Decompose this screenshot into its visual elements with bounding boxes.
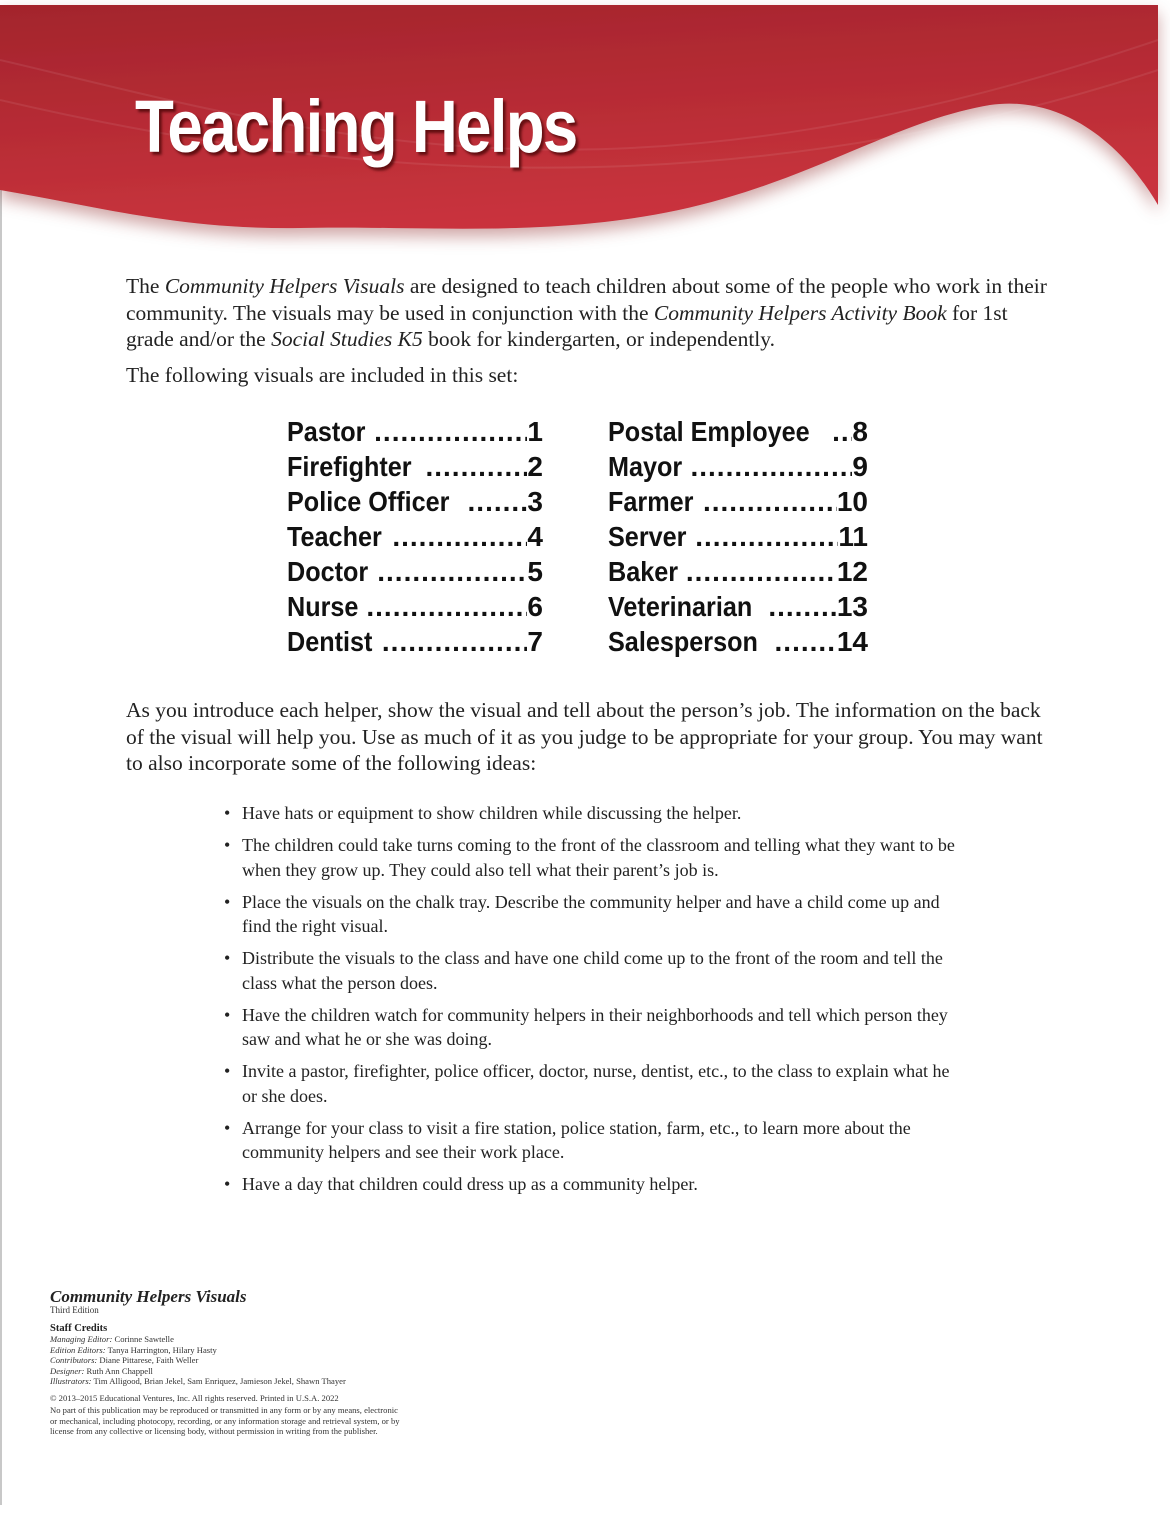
visual-name: Server bbox=[608, 521, 687, 552]
dot-leader bbox=[775, 624, 837, 659]
idea-item bbox=[222, 1059, 962, 1108]
visual-name: Dentist bbox=[287, 626, 373, 657]
visual-name: Salesperson bbox=[608, 626, 758, 657]
visual-number: 11 bbox=[838, 521, 868, 552]
visual-number: 2 bbox=[527, 451, 543, 482]
dot-leader bbox=[686, 554, 837, 589]
idea-item bbox=[222, 890, 962, 939]
visual-number: 9 bbox=[852, 451, 868, 482]
visual-list-item bbox=[608, 519, 868, 554]
dot-leader bbox=[366, 589, 527, 624]
idea-item bbox=[222, 1003, 962, 1052]
visual-number: 10 bbox=[836, 486, 868, 517]
credit-role: Edition Editors: bbox=[50, 1344, 106, 1355]
visual-name: Teacher bbox=[287, 521, 382, 552]
visual-name: Postal Employee bbox=[608, 416, 810, 447]
instructions-paragraph: As you introduce each helper, show the visual and tell about the person’s job. The information on the back of the visual will help you. Use as much of it as you judge to be appropriate for your group. You may want to also incorporate some of the following ideas: bbox=[126, 698, 1043, 775]
visual-list-item bbox=[608, 449, 868, 484]
credit-role: Managing Editor: bbox=[50, 1334, 113, 1344]
credit-role: Designer: bbox=[50, 1365, 85, 1376]
visual-number: 7 bbox=[527, 626, 543, 657]
included-lead: The following visuals are included in this set: bbox=[126, 363, 519, 387]
idea-item bbox=[222, 946, 962, 995]
credit-names: Tim Alligood, Brian Jekel, Sam Enriquez, Jamieson Jekel, Shawn Thayer bbox=[91, 1376, 346, 1386]
visual-list-item bbox=[608, 589, 868, 624]
visual-name: Doctor bbox=[287, 556, 369, 587]
text: book for kindergarten, or independently. bbox=[422, 327, 776, 351]
dot-leader bbox=[832, 414, 852, 449]
credit-line bbox=[50, 1355, 405, 1366]
visual-list-item bbox=[287, 554, 543, 589]
idea-text: Arrange for your class to visit a fire station, police station, farm, etc., to learn more about the community helpers and see their work place. bbox=[242, 1117, 911, 1162]
bullet-icon: • bbox=[224, 803, 231, 823]
visual-list-item bbox=[287, 484, 543, 519]
visual-number: 13 bbox=[836, 591, 868, 622]
idea-text: The children could take turns coming to the front of the classroom and telling what they want to be when they grow up. They could also tell what their parent’s job is. bbox=[242, 835, 955, 880]
credit-line bbox=[50, 1376, 405, 1387]
visual-number: 8 bbox=[852, 416, 868, 447]
visual-list-item bbox=[608, 414, 868, 449]
visual-name: Baker bbox=[608, 556, 679, 587]
idea-text: Have a day that children could dress up as a community helper. bbox=[242, 1174, 698, 1194]
dot-leader bbox=[392, 519, 527, 554]
copyright: © 2013–2015 Educational Ventures, Inc. All rights reserved. Printed in U.S.A. 2022 bbox=[50, 1392, 339, 1403]
bullet-icon: • bbox=[224, 891, 231, 912]
credit-names: Tanya Harrington, Hilary Hasty bbox=[105, 1344, 217, 1355]
dot-leader bbox=[377, 554, 527, 589]
visual-list-item bbox=[287, 519, 543, 554]
visual-list-item bbox=[287, 449, 543, 484]
credits-heading: Staff Credits bbox=[50, 1323, 108, 1334]
visual-number: 1 bbox=[527, 416, 543, 447]
credit-line bbox=[50, 1366, 405, 1377]
visual-list-item bbox=[608, 554, 868, 589]
dot-leader bbox=[690, 449, 852, 484]
credit-line bbox=[50, 1345, 405, 1356]
dot-leader bbox=[425, 449, 527, 484]
visual-name: Farmer bbox=[608, 486, 694, 517]
text: Community Helpers Activity Book bbox=[653, 300, 947, 325]
visuals-list-left bbox=[287, 414, 543, 659]
visual-number: 14 bbox=[836, 626, 868, 657]
visual-list-item bbox=[608, 484, 868, 519]
visual-number: 12 bbox=[836, 556, 868, 587]
text: for 1st grade and/or the bbox=[126, 300, 1008, 351]
idea-item bbox=[222, 1116, 962, 1165]
idea-text: Place the visuals on the chalk tray. Describe the community helper and have a child come up and find the right visual. bbox=[242, 891, 940, 936]
visual-name: Veterinarian bbox=[608, 591, 753, 622]
text: Social Studies K5 bbox=[271, 327, 423, 351]
credit-role: Illustrators: bbox=[50, 1376, 92, 1386]
visual-list-item bbox=[287, 414, 543, 449]
text: Community Helpers Visuals bbox=[164, 274, 405, 298]
visual-name: Police Officer bbox=[287, 486, 450, 517]
visual-number: 3 bbox=[527, 486, 543, 517]
idea-item bbox=[222, 1172, 962, 1197]
idea-item bbox=[222, 801, 962, 826]
rights-notice: No part of this publication may be reproduced or transmitted in any form or by any means, electronic or mechanical, including photocopy, recording, or any information storage and retrieval system, or by license from any collective or licensing body, without permission in writing from the publisher. bbox=[50, 1405, 400, 1436]
idea-text: Have the children watch for community helpers in their neighborhoods and tell which person they saw and what he or she was doing. bbox=[242, 1004, 948, 1049]
visual-number: 5 bbox=[527, 556, 543, 587]
bullet-icon: • bbox=[224, 1061, 231, 1081]
intro-paragraph bbox=[126, 273, 1056, 353]
visuals-list-right bbox=[608, 414, 868, 659]
credit-line bbox=[50, 1334, 405, 1345]
footer-title: Community Helpers Visuals bbox=[50, 1287, 247, 1306]
text: are designed to teach children about some of the people who work in their community. The visuals may be used in conjunction with the bbox=[126, 274, 1047, 325]
visual-name: Nurse bbox=[287, 591, 359, 622]
credit-names: Ruth Ann Chappell bbox=[84, 1365, 153, 1376]
idea-text: Invite a pastor, firefighter, police officer, doctor, nurse, dentist, etc., to the class to explain what he or she does. bbox=[242, 1061, 950, 1106]
page-title: Teaching Helps bbox=[135, 85, 577, 168]
visual-number: 6 bbox=[527, 591, 543, 622]
visual-list-item bbox=[287, 589, 543, 624]
dot-leader bbox=[695, 519, 838, 554]
visual-list-item bbox=[287, 624, 543, 659]
visual-name: Firefighter bbox=[287, 451, 412, 482]
bullet-icon: • bbox=[224, 835, 231, 855]
credit-names: Diane Pittarese, Faith Weller bbox=[97, 1355, 199, 1365]
credit-role: Contributors: bbox=[50, 1355, 98, 1365]
visual-number: 4 bbox=[527, 521, 543, 552]
dot-leader bbox=[703, 484, 837, 519]
visual-list-item bbox=[608, 624, 868, 659]
text: The bbox=[126, 274, 165, 298]
idea-text: Distribute the visuals to the class and have one child come up to the front of the room and tell the class what the person does. bbox=[242, 948, 943, 993]
idea-item bbox=[222, 833, 962, 882]
visual-name: Mayor bbox=[608, 451, 683, 482]
dot-leader bbox=[374, 414, 527, 449]
visual-name: Pastor bbox=[287, 416, 366, 447]
edition: Third Edition bbox=[50, 1305, 99, 1315]
idea-text: Have hats or equipment to show children while discussing the helper. bbox=[242, 803, 742, 823]
credit-names: Corinne Sawtelle bbox=[112, 1334, 174, 1344]
bullet-icon: • bbox=[224, 948, 231, 968]
dot-leader bbox=[768, 589, 837, 624]
credits-footer bbox=[50, 1287, 405, 1437]
dot-leader bbox=[468, 484, 528, 519]
ideas-list bbox=[222, 801, 962, 1204]
dot-leader bbox=[382, 624, 528, 659]
bullet-icon: • bbox=[224, 1117, 231, 1138]
bullet-icon: • bbox=[224, 1004, 231, 1025]
bullet-icon: • bbox=[224, 1174, 231, 1194]
